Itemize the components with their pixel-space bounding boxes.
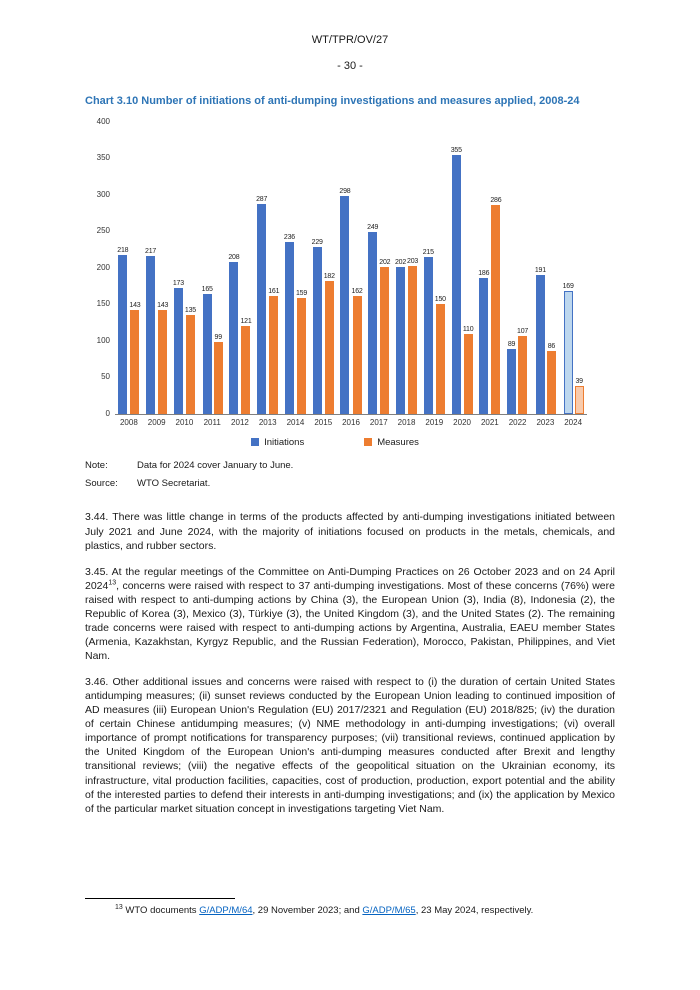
bar-value-label: 169 bbox=[562, 282, 574, 290]
x-tick-label: 2015 bbox=[314, 417, 333, 427]
chart-bar-group bbox=[504, 123, 532, 429]
legend-label: Initiations bbox=[264, 436, 305, 448]
bar-value-label: 143 bbox=[129, 301, 141, 309]
chart-bar-initiations-2020 bbox=[452, 155, 461, 414]
x-tick-label: 2022 bbox=[508, 417, 527, 427]
bar-value-label: 107 bbox=[517, 327, 529, 335]
bar-value-label: 287 bbox=[256, 195, 268, 203]
chart-title: Chart 3.10 Number of initiations of anti-dumping investigations and measures applied, 2008-24 bbox=[85, 95, 580, 107]
bar-value-label: 150 bbox=[434, 295, 446, 303]
chart-bar-group bbox=[448, 123, 476, 429]
legend-label: Measures bbox=[377, 436, 419, 448]
chart-bar-measures-2010 bbox=[186, 315, 195, 414]
chart-bar-measures-2008 bbox=[130, 310, 139, 414]
chart-bar-measures-2024 bbox=[575, 386, 584, 414]
bar-value-label: 182 bbox=[323, 272, 335, 280]
legend-swatch-icon bbox=[364, 438, 372, 446]
bar-value-label: 110 bbox=[462, 325, 474, 333]
bar-value-label: 86 bbox=[547, 342, 556, 350]
x-tick-label: 2021 bbox=[480, 417, 499, 427]
note-text: Data for 2024 cover January to June. bbox=[137, 459, 294, 471]
chart-bar-group bbox=[115, 123, 143, 429]
bar-value-label: 286 bbox=[490, 196, 502, 204]
chart-source bbox=[85, 478, 615, 491]
chart-bar-initiations-2012 bbox=[229, 262, 238, 414]
legend-item-measures bbox=[364, 437, 419, 448]
chart-bar-initiations-2017 bbox=[368, 232, 377, 414]
x-tick-label: 2018 bbox=[397, 417, 416, 427]
x-tick-label: 2023 bbox=[536, 417, 555, 427]
x-tick-label: 2013 bbox=[258, 417, 277, 427]
chart-bar-initiations-2019 bbox=[424, 257, 433, 414]
x-tick-label: 2024 bbox=[564, 417, 583, 427]
chart-bar-measures-2019 bbox=[436, 304, 445, 414]
footnote-text-3: , 23 May 2024, respectively. bbox=[415, 905, 534, 917]
paragraph-3-45-text-b: , concerns were raised with respect to 37 anti-dumping investigations. Most of these concerns (76%) were raised with respect to anti-dumping actions by China (3), the European Union (3), India (8), Indonesia (2), the Republic of Korea (3), Mexico (3), Türkiye (3), the United Kingdom (3), and the United States (2). The remaining trade concerns were raised with respect to anti-dumping actions by Argentina, Australia, EAEU member States (Armenia, Kazakhstan, Kyrgyz Republic, and the Russian Federation), Morocco, Pakistan, Philippines, and Viet Nam. bbox=[85, 579, 615, 663]
footnote-link-gadpm65[interactable]: G/ADP/M/65 bbox=[362, 905, 416, 917]
bar-value-label: 161 bbox=[268, 287, 280, 295]
chart-legend bbox=[85, 437, 585, 448]
chart-bar-group bbox=[282, 123, 310, 429]
footnote-link-gadpm64[interactable]: G/ADP/M/64 bbox=[199, 905, 253, 917]
footnote-13 bbox=[85, 905, 615, 918]
chart-bar-group bbox=[309, 123, 337, 429]
y-tick-label: 0 bbox=[105, 408, 110, 418]
y-tick-label: 50 bbox=[101, 372, 110, 382]
footnote-block bbox=[85, 898, 615, 918]
bar-value-label: 121 bbox=[240, 317, 252, 325]
chart-bar-group bbox=[337, 123, 365, 429]
chart-bar-group bbox=[476, 123, 504, 429]
chart-3-10 bbox=[85, 116, 615, 448]
chart-note bbox=[85, 460, 615, 473]
x-tick-label: 2011 bbox=[203, 417, 221, 427]
chart-y-axis bbox=[87, 116, 115, 429]
x-tick-label: 2010 bbox=[175, 417, 194, 427]
chart-bar-initiations-2010 bbox=[174, 288, 183, 414]
chart-bar-group bbox=[531, 123, 559, 429]
bar-value-label: 208 bbox=[228, 253, 240, 261]
paragraph-3-45 bbox=[85, 565, 615, 663]
x-tick-label: 2016 bbox=[342, 417, 360, 427]
x-tick-label: 2019 bbox=[425, 417, 444, 427]
chart-bar-initiations-2013 bbox=[257, 204, 266, 414]
bar-value-label: 135 bbox=[184, 306, 196, 314]
bar-value-label: 143 bbox=[157, 301, 169, 309]
chart-bar-measures-2012 bbox=[241, 326, 250, 414]
legend-item-initiations bbox=[251, 437, 304, 448]
footnote-separator bbox=[85, 898, 235, 899]
chart-bar-group bbox=[393, 123, 421, 429]
chart-bar-measures-2023 bbox=[547, 351, 556, 414]
bar-value-label: 159 bbox=[295, 289, 308, 297]
bar-value-label: 165 bbox=[201, 285, 213, 293]
chart-bar-initiations-2011 bbox=[203, 294, 212, 414]
x-tick-label: 2012 bbox=[231, 417, 249, 427]
footnote-number: 13 bbox=[115, 904, 123, 912]
bar-value-label: 298 bbox=[339, 187, 351, 195]
bar-value-label: 191 bbox=[534, 266, 546, 274]
chart-bar-measures-2009 bbox=[158, 310, 167, 414]
chart-bar-measures-2020 bbox=[464, 334, 473, 414]
bar-value-label: 203 bbox=[407, 257, 419, 265]
chart-bar-initiations-2008 bbox=[118, 255, 127, 414]
chart-bar-group bbox=[420, 123, 448, 429]
chart-notes bbox=[85, 460, 615, 491]
document-reference: WT/TPR/OV/27 bbox=[311, 34, 389, 46]
y-tick-label: 200 bbox=[96, 262, 110, 272]
page-number: - 30 - bbox=[337, 60, 363, 72]
chart-bar-measures-2022 bbox=[518, 336, 527, 414]
chart-bar-measures-2014 bbox=[297, 298, 306, 414]
footnote-text-1: WTO documents bbox=[122, 905, 200, 917]
y-tick-label: 150 bbox=[96, 299, 110, 309]
chart-bar-measures-2013 bbox=[269, 296, 278, 414]
legend-swatch-icon bbox=[251, 438, 259, 446]
chart-bar-initiations-2022 bbox=[507, 349, 516, 414]
bar-value-label: 202 bbox=[394, 258, 407, 266]
y-tick-label: 400 bbox=[96, 116, 110, 126]
x-tick-label: 2008 bbox=[119, 417, 138, 427]
chart-bar-measures-2016 bbox=[353, 296, 362, 414]
bar-value-label: 89 bbox=[507, 340, 516, 348]
note-label: Note: bbox=[85, 459, 108, 471]
chart-bar-group bbox=[365, 123, 393, 429]
bar-value-label: 162 bbox=[351, 287, 363, 295]
y-tick-label: 250 bbox=[96, 226, 110, 236]
bar-value-label: 99 bbox=[214, 333, 222, 341]
chart-bar-group bbox=[559, 123, 587, 429]
paragraph-3-45-text-a: 3.45. At the regular meetings of the Committee on Anti-Dumping Practices on 26 October 2023 and on 24 April 2024 bbox=[85, 565, 615, 592]
x-tick-label: 2009 bbox=[147, 417, 166, 427]
source-label: Source: bbox=[85, 477, 118, 489]
bar-value-label: 249 bbox=[367, 223, 379, 231]
chart-bar-measures-2017 bbox=[380, 267, 389, 414]
bar-value-label: 186 bbox=[478, 269, 490, 277]
chart-bar-measures-2015 bbox=[325, 281, 334, 414]
bar-value-label: 229 bbox=[311, 238, 323, 246]
x-tick-label: 2014 bbox=[286, 417, 305, 427]
chart-bar-initiations-2024 bbox=[564, 291, 573, 414]
bar-value-label: 236 bbox=[283, 233, 295, 241]
bar-value-label: 217 bbox=[145, 247, 157, 255]
chart-plot bbox=[115, 123, 587, 429]
bar-value-label: 355 bbox=[450, 146, 462, 154]
chart-bar-measures-2018 bbox=[408, 266, 417, 414]
bar-value-label: 39 bbox=[575, 377, 583, 385]
y-tick-label: 100 bbox=[96, 335, 110, 345]
chart-bar-group bbox=[254, 123, 282, 429]
chart-bar-group bbox=[143, 123, 171, 429]
bar-value-label: 218 bbox=[117, 246, 129, 254]
chart-bar-group bbox=[198, 123, 226, 429]
bar-value-label: 173 bbox=[172, 279, 184, 287]
y-tick-label: 350 bbox=[96, 153, 110, 163]
bar-value-label: 215 bbox=[422, 248, 434, 256]
x-tick-label: 2020 bbox=[453, 417, 471, 427]
bar-value-label: 202 bbox=[379, 258, 391, 266]
chart-bar-initiations-2014 bbox=[285, 242, 294, 414]
chart-bar-initiations-2009 bbox=[146, 256, 155, 414]
y-tick-label: 300 bbox=[96, 189, 110, 199]
chart-bar-initiations-2018 bbox=[396, 267, 405, 414]
chart-bar-initiations-2015 bbox=[313, 247, 322, 414]
chart-bar-initiations-2016 bbox=[340, 196, 349, 414]
x-tick-label: 2017 bbox=[369, 417, 388, 427]
footnote-text-2: , 29 November 2023; and bbox=[252, 905, 363, 917]
source-text: WTO Secretariat. bbox=[137, 477, 211, 489]
chart-bar-group bbox=[226, 123, 254, 429]
chart-bar-initiations-2023 bbox=[536, 275, 545, 414]
chart-bar-initiations-2021 bbox=[479, 278, 488, 414]
chart-bar-group bbox=[171, 123, 199, 429]
paragraph-3-46: 3.46. Other additional issues and concerns were raised with respect to (i) the duration of certain United States antidumping measures; (ii) sunset reviews conducted by the European Union leading to continued imposition of AD measures (iii) European Union's Regulation (EU) 2017/2321 and Regulation (EU) 2018/825; (iv) the duration of certain Chinese antidumping measures; (v) NME methodology in anti-dumping investigations; (vi) overall importance of prompt notifications for transparency purposes; (vii) transitional reviews, continued application by the United Kingdom of the European Union's anti-dumping measures conducted after Brexit and lengthy transitional reviews; (viii) the negative effects of the geopolitical situation on the Ukrainian economy, its infrastructure, vital production facilities, capacities, cost of production, production, export potential and the ability of the interested parties to defend their interests in anti-dumping investigations; and (ix) the application by Mexico of the particular market situation concept in investigations targeting Viet Nam. bbox=[85, 676, 615, 815]
chart-bar-measures-2021 bbox=[491, 205, 500, 414]
chart-bar-measures-2011 bbox=[214, 342, 223, 414]
paragraph-3-44: 3.44. There was little change in terms of the products affected by anti-dumping investigations initiated between July 2021 and June 2024, with the majority of initiations focused on products in the metals, chemicals, and plastics, and rubber sectors. bbox=[85, 511, 615, 552]
footnote-reference-13: 13 bbox=[108, 579, 117, 587]
